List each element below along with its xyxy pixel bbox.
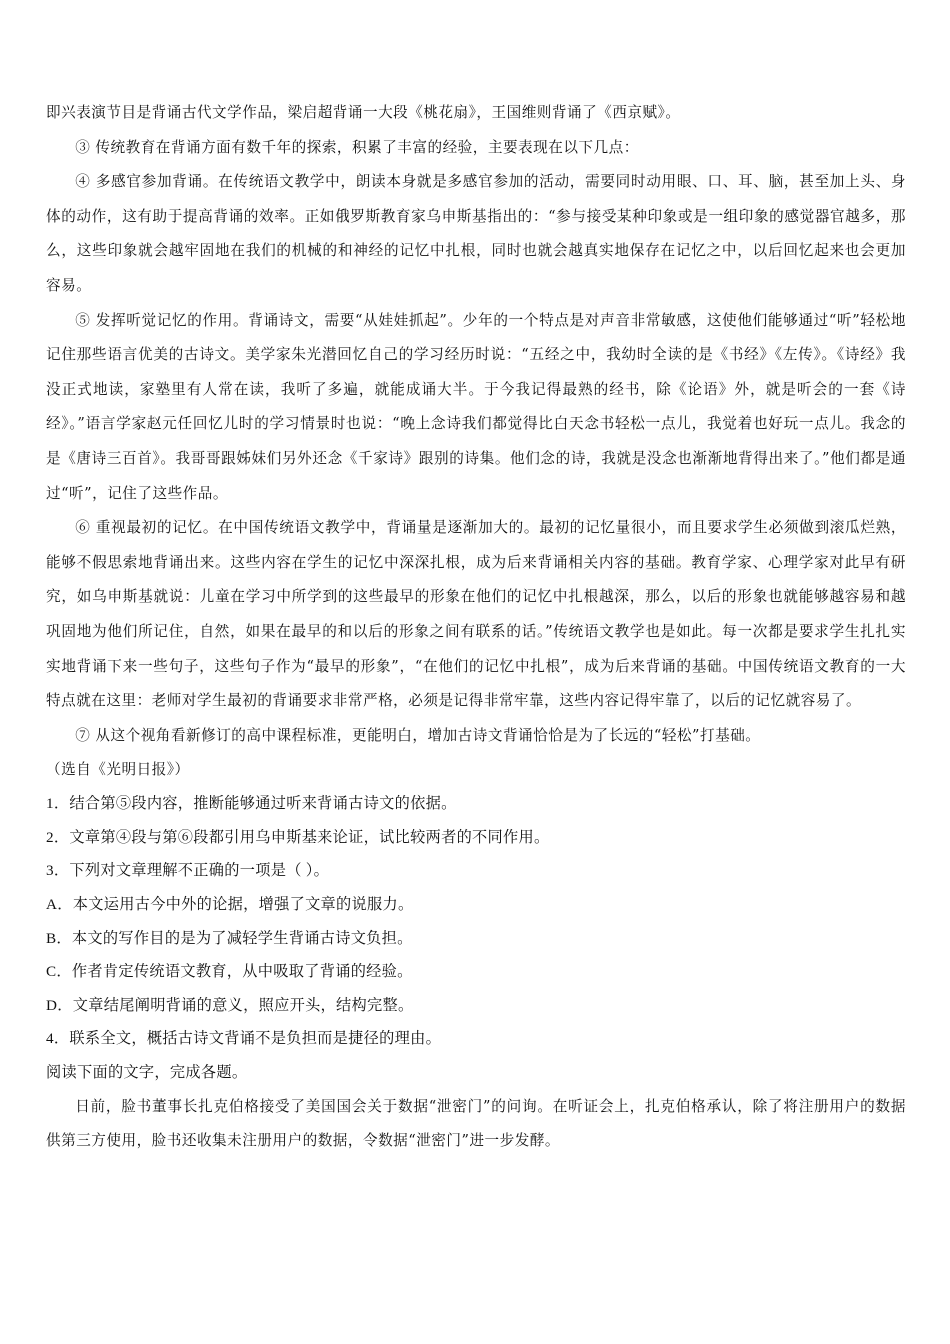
question-2: 2．文章第④段与第⑥段都引用乌申斯基来论证，试比较两者的不同作用。 bbox=[46, 828, 550, 846]
article-paragraph-intro: 即兴表演节目是背诵古代文学作品，梁启超背诵一大段《桃花扇》，王国维则背诵了《西京赋》。 bbox=[46, 104, 681, 121]
reading-instruction: 阅读下面的文字，完成各题。 bbox=[46, 1064, 248, 1082]
question-1: 1．结合第⑤段内容，推断能够通过听来背诵古诗文的依据。 bbox=[46, 795, 457, 813]
question-3-option-b: B．本文的写作目的是为了减轻学生背诵古诗文负担。 bbox=[46, 929, 413, 947]
article-paragraph-7: ⑦ 从这个视角看新修订的高中课程标准，更能明白，增加古诗文背诵恰恰是为了长远的“轻松”打基础。 bbox=[75, 726, 761, 744]
question-3: 3．下列对文章理解不正确的一项是（ ）。 bbox=[46, 862, 330, 880]
document-page bbox=[46, 96, 906, 1159]
article-paragraph-5: ⑤ 发挥听觉记忆的作用。背诵诗文，需要“从娃娃抓起”。少年的一个特点是对声音非常敏感，这使他们能够通过“听”轻松地记住那些语言优美的古诗文。美学家朱光潜回忆自己的学习经历时说：“五经之中，我幼时全读的是《书经》《左传》。《诗经》我没正式地读，家塾里有人常在读，我听了多遍，就能成诵大半。于今我记得最熟的经书，除《论语》外，就是听会的一套《诗经》。”语言学家赵元任回忆儿时的学习情景时也说：“晚上念诗我们都觉得比白天念书轻松一点儿，我觉着也好玩一点儿。我念的是《唐诗三百首》。我哥哥跟姊妹们另外还念《千家诗》跟别的诗集。他们念的诗，我就是没念也渐渐地背得出来了。”他们都是通过“听”，记住了这些作品。 bbox=[46, 311, 906, 502]
article-paragraph-3: ③ 传统教育在背诵方面有数千年的探索，积累了丰富的经验，主要表现在以下几点： bbox=[75, 138, 639, 156]
question-3-option-c: C．作者肯定传统语文教育，从中吸取了背诵的经验。 bbox=[46, 963, 413, 981]
article-paragraph-6: ⑥ 重视最初的记忆。在中国传统语文教学中，背诵量是逐渐加大的。最初的记忆量很小，而且要求学生必须做到滚瓜烂熟，能够不假思索地背诵出来。这些内容在学生的记忆中深深扎根，成为后来背诵相关内容的基础。教育学家、心理学家对此早有研究，如乌申斯基就说：儿童在学习中所学到的这些最早的形象在他们的记忆中扎根越深，那么，以后的形象也就能够越容易和越巩固地为他们所记住，自然，如果在最早的和以后的形象之间有联系的话。”传统语文教学也是如此。每一次都是要求学生扎扎实实地背诵下来一些句子，这些句子作为“最早的形象”，“在他们的记忆中扎根”，成为后来背诵的基础。中国传统语文教育的一大特点就在这里：老师对学生最初的背诵要求非常严格，必须是记得非常牢靠，这些内容记得牢靠了，以后的记忆就容易了。 bbox=[46, 519, 906, 710]
article-paragraph-4: ④ 多感官参加背诵。在传统语文教学中，朗读本身就是多感官参加的活动，需要同时动用眼、口、耳、脑，甚至加上头、身体的动作，这有助于提高背诵的效率。正如俄罗斯教育家乌申斯基指出的：“参与接受某种印象或是一组印象的感觉器官越多，那么，这些印象就会越牢固地在我们的机械的和神经的记忆中扎根，同时也就会越真实地保存在记忆之中，以后回忆起来也会更加容易。 bbox=[46, 173, 906, 294]
question-3-option-d: D．文章结尾阐明背诵的意义，照应开头，结构完整。 bbox=[46, 996, 414, 1014]
question-4: 4．联系全文，概括古诗文背诵不是负担而是捷径的理由。 bbox=[46, 1030, 442, 1048]
next-passage-paragraph-1: 日前，脸书董事长扎克伯格接受了美国国会关于数据“泄密门”的问询。在听证会上，扎克伯格承认，除了将注册用户的数据供第三方使用，脸书还收集未注册用户的数据，令数据“泄密门”进一步发酵。 bbox=[46, 1097, 906, 1150]
article-source: （选自《光明日报》） bbox=[46, 761, 190, 779]
question-3-option-a: A．本文运用古今中外的论据，增强了文章的说服力。 bbox=[46, 896, 414, 914]
